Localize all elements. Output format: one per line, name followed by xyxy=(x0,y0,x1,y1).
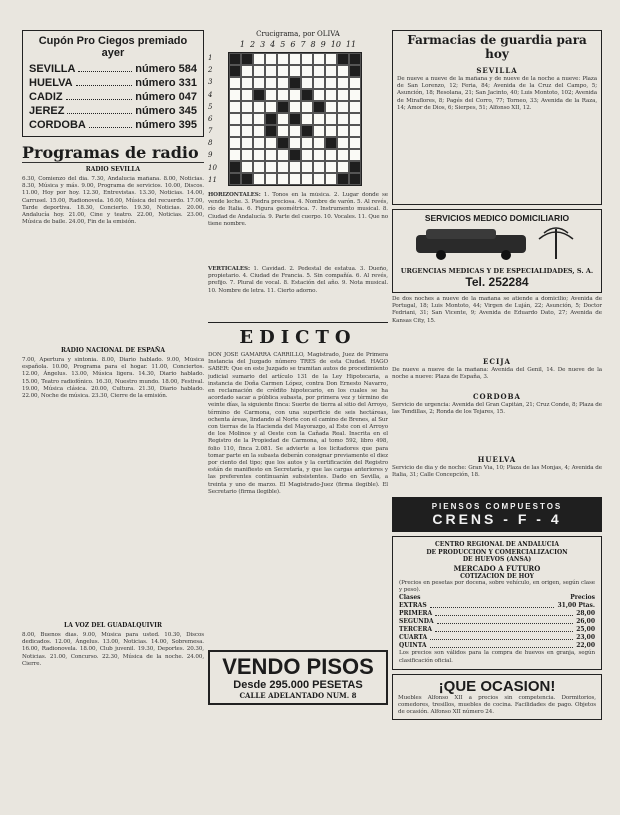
mercado-row-price: 25,00 xyxy=(576,626,595,634)
crossword-cell xyxy=(241,173,253,185)
crossword-col-number: 9 xyxy=(320,40,326,49)
crossword-cell xyxy=(349,101,361,113)
mercado-row-price: 31,00 xyxy=(557,602,577,610)
crossword-cell xyxy=(253,149,265,161)
radio-station-text: 7.00, Apertura y sintonía. 8.00, Diario hablado. 9.00, Música española. 10.00, Programa para el hogar. 11.00, Conciertos. 12.00, Ángelus. 13.00, Música ligera. 14.30, Diario hablado. 15.00, Teatro radiofónico. 16.30, Nuestro mundo. 18.00, Festival. 19.00, Música clásica. 20.00, Cultura. 21.30, Diario hablado. 22.00, Noche de música. 23.30, Cierre de la emisión. xyxy=(22,357,204,400)
crossword-cell xyxy=(301,149,313,161)
crossword-cell xyxy=(337,161,349,173)
mercado-unit: Ptas. xyxy=(578,602,595,610)
crossword-cell xyxy=(313,173,325,185)
crossword-cell xyxy=(277,77,289,89)
edicto-section xyxy=(208,322,388,644)
crossword-cell xyxy=(289,113,301,125)
crossword-cell xyxy=(253,173,265,185)
crossword-cell xyxy=(241,137,253,149)
crossword-cell xyxy=(337,89,349,101)
crossword-vertical-clues xyxy=(208,266,388,318)
crossword-cell xyxy=(301,113,313,125)
column-left xyxy=(22,30,204,782)
cupon-number: 395 xyxy=(178,119,197,131)
crossword-cell xyxy=(241,125,253,137)
cupon-city: SEVILLA xyxy=(29,63,76,75)
radio-title: Programas de radio xyxy=(22,143,204,163)
mercado-row-label: PRIMERA xyxy=(399,610,433,618)
cupon-box xyxy=(22,30,204,137)
crossword-row-number: 8 xyxy=(208,139,213,148)
crossword-cell xyxy=(277,125,289,137)
mercado-row-price: 22,00 xyxy=(576,642,595,650)
crossword-cell xyxy=(313,53,325,65)
crossword-cell xyxy=(337,113,349,125)
crossword-cell xyxy=(325,125,337,137)
crossword-cell xyxy=(337,125,349,137)
crossword-col-number: 3 xyxy=(260,40,266,49)
crossword-cell xyxy=(277,137,289,149)
crossword-cell xyxy=(277,65,289,77)
ambulance-illustration xyxy=(396,223,596,263)
medico-phone: Tel. 252284 xyxy=(465,275,529,289)
crossword-cell xyxy=(229,89,241,101)
crossword-cell xyxy=(229,65,241,77)
crossword-cell xyxy=(253,113,265,125)
vendo-title: VENDO PISOS xyxy=(222,654,374,679)
crossword-cell xyxy=(337,137,349,149)
ocasion-text: Muebles Alfonso XII a precios sin competencia. Dormitorios, comedores, tresillos, muebles de cocina. Facilidades de pago. Objetos de ocasión. Alfonso XII número 24. xyxy=(398,694,596,716)
cupon-number: 047 xyxy=(178,91,197,103)
cupon-number: 345 xyxy=(178,105,197,117)
crossword-cell xyxy=(229,149,241,161)
crossword-cell xyxy=(301,173,313,185)
crossword-cell xyxy=(253,65,265,77)
crossword-cell xyxy=(349,125,361,137)
crossword-cell xyxy=(301,65,313,77)
mercado-subtitle: MERCADO A FUTURO xyxy=(453,563,541,573)
cupon-number: 331 xyxy=(178,77,197,89)
mercado-row xyxy=(399,626,595,634)
crossword-cell xyxy=(265,137,277,149)
mercado-row-price: 28,00 xyxy=(576,610,595,618)
piensos-line2: CRENS - F - 4 xyxy=(432,511,562,527)
crossword-cell xyxy=(229,101,241,113)
verticales-text: 1. Cavidad. 2. Pedestal de estatua. 3. Dueño, propietario. 4. Ciudad de Francia. 5. Sin compañía. 6. Al revés, prefijo. 7. Plural de vocal. 8. Estación del año. 9. Nota musical. 10. Nombre de letra. 11. Cierto adorno. xyxy=(208,266,388,294)
vendo-address: CALLE ADELANTADO NUM. 8 xyxy=(239,691,357,700)
mercado-title-line: DE HUEVOS (ANSA) xyxy=(462,556,532,563)
column-right xyxy=(392,30,602,720)
mercado-box xyxy=(392,536,602,670)
crossword-horizontal-clues xyxy=(208,192,388,262)
crossword-cell xyxy=(241,101,253,113)
crossword-col-number: 2 xyxy=(249,40,256,49)
farmacias-box xyxy=(392,30,602,205)
crossword-cell xyxy=(337,53,349,65)
mercado-title-line: CENTRO REGIONAL DE ANDALUCIA xyxy=(435,541,559,548)
crossword-cell xyxy=(241,113,253,125)
cupon-label: número xyxy=(135,91,176,103)
crossword-cell xyxy=(289,77,301,89)
crossword-cell xyxy=(253,53,265,65)
edicto-title: EDICTO xyxy=(239,327,357,348)
cupon-row xyxy=(29,104,197,118)
crossword-cell xyxy=(289,149,301,161)
farmacia-city: ECIJA xyxy=(483,357,511,366)
crossword-cell xyxy=(289,173,301,185)
crossword-cell xyxy=(325,65,337,77)
crossword-row-numbers xyxy=(208,52,224,186)
crossword-cell xyxy=(325,101,337,113)
crossword-row-number: 10 xyxy=(208,163,217,172)
crossword-cell xyxy=(313,65,325,77)
crossword-cell xyxy=(349,173,361,185)
mercado-header-class: Clases xyxy=(399,594,421,602)
crossword-cell xyxy=(265,65,277,77)
crossword-cell xyxy=(253,125,265,137)
cupon-title: Cupón Pro Ciegos premiado ayer xyxy=(38,35,188,59)
mercado-row xyxy=(399,618,595,626)
crossword-cell xyxy=(313,161,325,173)
crossword-col-number: 11 xyxy=(345,40,357,49)
cupon-label: número xyxy=(135,77,176,89)
mercado-row-label: EXTRAS xyxy=(399,602,427,610)
farmacia-text: Servicio de urgencia: Avenida del Gran Capitán, 21; Cruz Conde, 8; Plaza de las Tendillas, 2; Ronda de los Tejares, 15. xyxy=(392,402,602,416)
crossword-row-number: 5 xyxy=(208,102,213,111)
crossword-cell xyxy=(289,89,301,101)
crossword-cell xyxy=(289,161,301,173)
crossword-cell xyxy=(241,53,253,65)
crossword-cell xyxy=(229,137,241,149)
crossword-cell xyxy=(241,89,253,101)
cupon-number: 584 xyxy=(178,63,197,75)
farmacia-text: De nueve a nueve de la mañana y de nueve de la noche a nueve: Plaza de San Lorenzo, 12; Feria, 84; Avenida de la Cruz del Campo, 5; Asunción, 18; Resolana, 21; San Jacinto, 40; Luis Montoto, 102; Avenida de Miraflores, 8; Pagés del Corro, 77; Torneo, 33; Avenida de la Raza, 14; Amor de Dios, 6; Sierpes, 51; Alfonso XII, 12. xyxy=(397,76,597,111)
crossword-cell xyxy=(349,89,361,101)
crossword-column-numbers xyxy=(208,40,388,49)
crossword-cell xyxy=(325,89,337,101)
column-middle xyxy=(208,30,388,705)
radio-station-name: RADIO SEVILLA xyxy=(85,166,141,173)
farmacia-text: Servicio de día y de noche: Gran Vía, 10; Plaza de las Monjas, 4; Avenida de Italia, 31; Calle Concepción, 18. xyxy=(392,465,602,479)
crossword-cell xyxy=(325,173,337,185)
cupon-row xyxy=(29,118,197,132)
vendo-price: Desde 295.000 PESETAS xyxy=(233,679,363,691)
mercado-row xyxy=(399,610,595,618)
crossword-grid xyxy=(228,52,362,186)
mercado-footer: Los precios son válidos para la compra de huevos en granja, según clasificación oficial. xyxy=(399,650,595,664)
crossword-row-number: 11 xyxy=(208,175,217,184)
farmacia-city: CORDOBA xyxy=(472,392,521,401)
crossword-cell xyxy=(277,53,289,65)
crossword-cell xyxy=(349,137,361,149)
crossword-cell xyxy=(265,161,277,173)
crossword-cell xyxy=(229,173,241,185)
crossword-cell xyxy=(277,89,289,101)
mercado-row-label: CUARTA xyxy=(399,634,428,642)
crossword-cell xyxy=(289,65,301,77)
crossword-col-number: 5 xyxy=(280,40,286,49)
crossword-cell xyxy=(325,113,337,125)
crossword-cell xyxy=(313,89,325,101)
ocasion-title: ¡QUE OCASION! xyxy=(438,677,556,695)
crossword-row-number: 4 xyxy=(208,90,213,99)
crossword-cell xyxy=(265,77,277,89)
crossword-cell xyxy=(253,101,265,113)
crossword-cell xyxy=(253,89,265,101)
crossword xyxy=(208,52,388,186)
crossword-cell xyxy=(289,101,301,113)
crossword-cell xyxy=(325,161,337,173)
cupon-city: JEREZ xyxy=(29,105,65,117)
mercado-note: (Precios en pesetas por docena, sobre vehículo, en origen, según clase y peso). xyxy=(399,580,595,594)
crossword-cell xyxy=(349,77,361,89)
crossword-cell xyxy=(253,137,265,149)
crossword-cell xyxy=(289,137,301,149)
crossword-cell xyxy=(325,77,337,89)
crossword-cell xyxy=(337,101,349,113)
piensos-ad xyxy=(392,497,602,532)
cupon-row xyxy=(29,62,197,76)
mercado-header xyxy=(399,594,595,602)
crossword-cell xyxy=(265,53,277,65)
crossword-cell xyxy=(277,149,289,161)
farmacia-city: HUELVA xyxy=(477,455,517,464)
crossword-cell xyxy=(301,125,313,137)
crossword-title: Crucigrama, por OLIVA xyxy=(256,30,340,38)
crossword-cell xyxy=(229,77,241,89)
mercado-row xyxy=(399,634,595,642)
crossword-cell xyxy=(325,137,337,149)
medico-ad xyxy=(392,209,602,293)
mercado-subtitle2: COTIZACION DE HOY xyxy=(460,572,534,580)
mercado-row-label: QUINTA xyxy=(399,642,427,650)
crossword-cell xyxy=(265,149,277,161)
farmacia-city: SEVILLA xyxy=(476,66,518,75)
crossword-cell xyxy=(229,53,241,65)
radio-station-text: 6.30, Comienzo del día. 7.30, Andalucía mañana. 8.00, Noticias. 8.30, Música y más. 9.00, Programa de servicios. 10.00, Discos. 11.00, Hoy por hoy. 12.30, Entrevistas. 13.30, Noticias. 14.00, Carrusel. 15.00, Radionovela. 16.00, Música del recuerdo. 17.00, Tarde deportiva. 18.30, Concierto. 19.30, Noticias. 20.00, Andalucía hoy. 21.00, Cine y teatro. 22.00, Noticias. 23.00, Música de baile. 24.00, Fin de la emisión. xyxy=(22,176,204,226)
crossword-cell xyxy=(253,77,265,89)
crossword-row-number: 2 xyxy=(208,66,213,75)
crossword-cell xyxy=(349,65,361,77)
crossword-cell xyxy=(349,161,361,173)
crossword-cell xyxy=(277,101,289,113)
mercado-row xyxy=(399,602,595,610)
edicto-text: DON JOSE GAMARRA CARRILLO, Magistrado, Juez de Primera Instancia del Juzgado número TRES de esta Ciudad. HAGO SABER: Que en este Juzgado se tramitan autos de procedimiento judicial sumario del artículo 131 de la Ley Hipotecaria, a instancia de Doña Carmen López, contra Don Ernesto Navarro, en reclamación de crédito hipotecario, en los cuales se ha acordado sacar a pública subasta, por primera vez y término de veinte días, la siguiente finca: Suerte de tierra al sitio del Arroyo, término de Carmona, con una superficie de seis hectáreas, ochenta áreas, lindando al Norte con el camino de Brenes, al Sur con tierras de la Hacienda del Mayorazgo, al Este con el Arroyo de los Molinos y al Oeste con la Cañada Real. Inscrita en el Registro de la Propiedad de Carmona, al tomo 592, libro 498, folio 110, finca 2.081. Se advierte a los licitadores que para tomar parte en la subasta deberán consignar previamente el diez por ciento del tipo; que los autos y la certificación del Registro están de manifiesto en Secretaría, y que las cargas anteriores y las preferentes continuarán subsistentes. Dado en Sevilla, a treinta y uno de marzo. El Magistrado-Juez (firma ilegible). El Secretario (firma ilegible). xyxy=(208,352,388,495)
cupon-city: HUELVA xyxy=(29,77,73,89)
radio-station-name: LA VOZ DEL GUADALQUIVIR xyxy=(64,622,162,629)
crossword-cell xyxy=(301,77,313,89)
crossword-cell xyxy=(325,149,337,161)
mercado-row-price: 23,00 xyxy=(576,634,595,642)
cupon-row xyxy=(29,76,197,90)
crossword-cell xyxy=(313,125,325,137)
piensos-line1: PIENSOS COMPUESTOS xyxy=(431,502,563,511)
verticales-label: VERTICALES: xyxy=(208,266,250,272)
crossword-cell xyxy=(253,161,265,173)
crossword-cell xyxy=(265,113,277,125)
horizontales-text: 1. Tonos en la música. 2. Lugar donde se vende leche. 3. Piedra preciosa. 4. Nombre de varón. 5. Al revés, río de Italia. 6. Figura geométrica. 7. Instrumento musical. 8. Ciudad de Andalucía. 9. Parte del cuerpo. 10. Vocales. 11. Que no tiene nombre. xyxy=(208,192,388,227)
crossword-cell xyxy=(241,77,253,89)
crossword-cell xyxy=(301,89,313,101)
radio-station-name: RADIO NACIONAL DE ESPAÑA xyxy=(60,347,165,354)
mercado-header-price: Precios xyxy=(570,594,595,602)
crossword-cell xyxy=(277,113,289,125)
crossword-cell xyxy=(277,173,289,185)
mercado-row-label: TERCERA xyxy=(399,626,433,634)
crossword-cell xyxy=(313,77,325,89)
mercado-row-label: SEGUNDA xyxy=(399,618,434,626)
radio-station-text: 8.00, Buenos días. 9.00, Música para usted. 10.30, Discos dedicados. 12.00, Ángelus. 13.00, Noticias. 14.00, Sobremesa. 16.00, Radionovela. 18.00, Club juvenil. 19.30, Deportes. 20.30, Noticias. 21.00, Concurso. 22.30, Música de la noche. 24.00, Cierre. xyxy=(22,632,204,667)
horizontales-label: HORIZONTALES: xyxy=(208,192,261,198)
mercado-row-price: 26,00 xyxy=(576,618,595,626)
crossword-col-number: 7 xyxy=(300,40,306,49)
crossword-cell xyxy=(313,137,325,149)
crossword-cell xyxy=(313,101,325,113)
crossword-col-number: 6 xyxy=(290,40,296,49)
crossword-cell xyxy=(265,89,277,101)
crossword-cell xyxy=(229,113,241,125)
vendo-pisos-ad xyxy=(208,650,388,705)
ocasion-ad xyxy=(392,674,602,721)
medico-title: SERVICIOS MEDICO DOMICILIARIO xyxy=(424,213,570,223)
crossword-cell xyxy=(265,125,277,137)
crossword-cell xyxy=(241,149,253,161)
crossword-col-number: 4 xyxy=(270,40,276,49)
medico-subtitle: URGENCIAS MEDICAS Y DE ESPECIALIDADES, S. A. xyxy=(400,267,594,275)
crossword-cell xyxy=(301,101,313,113)
crossword-cell xyxy=(277,161,289,173)
crossword-cell xyxy=(289,125,301,137)
crossword-cell xyxy=(325,53,337,65)
crossword-cell xyxy=(229,161,241,173)
cupon-label: número xyxy=(135,63,176,75)
crossword-cell xyxy=(337,149,349,161)
cupon-city: CORDOBA xyxy=(29,119,86,131)
crossword-col-number: 8 xyxy=(310,40,316,49)
crossword-row-number: 1 xyxy=(208,54,213,63)
mercado-title-line: DE PRODUCCION Y COMERCIALIZACION xyxy=(426,548,568,556)
crossword-row-number: 3 xyxy=(208,78,213,87)
crossword-cell xyxy=(229,125,241,137)
cupon-city: CADIZ xyxy=(29,91,63,103)
crossword-cell xyxy=(265,173,277,185)
crossword-row-number: 9 xyxy=(208,151,213,160)
crossword-cell xyxy=(301,161,313,173)
crossword-cell xyxy=(289,53,301,65)
crossword-col-number: 10 xyxy=(330,40,341,49)
crossword-row-number: 6 xyxy=(208,114,213,123)
crossword-col-number: 1 xyxy=(239,40,245,49)
crossword-cell xyxy=(313,149,325,161)
crossword-cell xyxy=(349,53,361,65)
crossword-cell xyxy=(265,101,277,113)
crossword-cell xyxy=(337,173,349,185)
cupon-label: número xyxy=(135,105,176,117)
medico-text: De dos noches a nueve de la mañana se atiende a domicilio; Avenida de Portugal, 18; Luis Montoto, 44; Virgen de Luján, 22; Asunción, 5; Doctor Fedriani, 31; San Vicente, 9; Avenida de Eduardo Dato, 27; Avenida de Kansas City, 15. xyxy=(392,296,602,324)
crossword-cell xyxy=(337,65,349,77)
crossword-cell xyxy=(349,149,361,161)
crossword-cell xyxy=(349,113,361,125)
farmacias-title: Farmacias de guardia para hoy xyxy=(407,33,587,61)
crossword-cell xyxy=(337,77,349,89)
crossword-row-number: 7 xyxy=(208,127,213,136)
crossword-cell xyxy=(241,161,253,173)
farmacia-text: De nueve a nueve de la mañana: Avenida del Genil, 14. De nueve de la noche a nueve: Plaza de España, 3. xyxy=(392,367,602,381)
crossword-cell xyxy=(313,113,325,125)
cupon-row xyxy=(29,90,197,104)
cupon-label: número xyxy=(135,119,176,131)
crossword-cell xyxy=(301,53,313,65)
crossword-cell xyxy=(301,137,313,149)
crossword-cell xyxy=(241,65,253,77)
